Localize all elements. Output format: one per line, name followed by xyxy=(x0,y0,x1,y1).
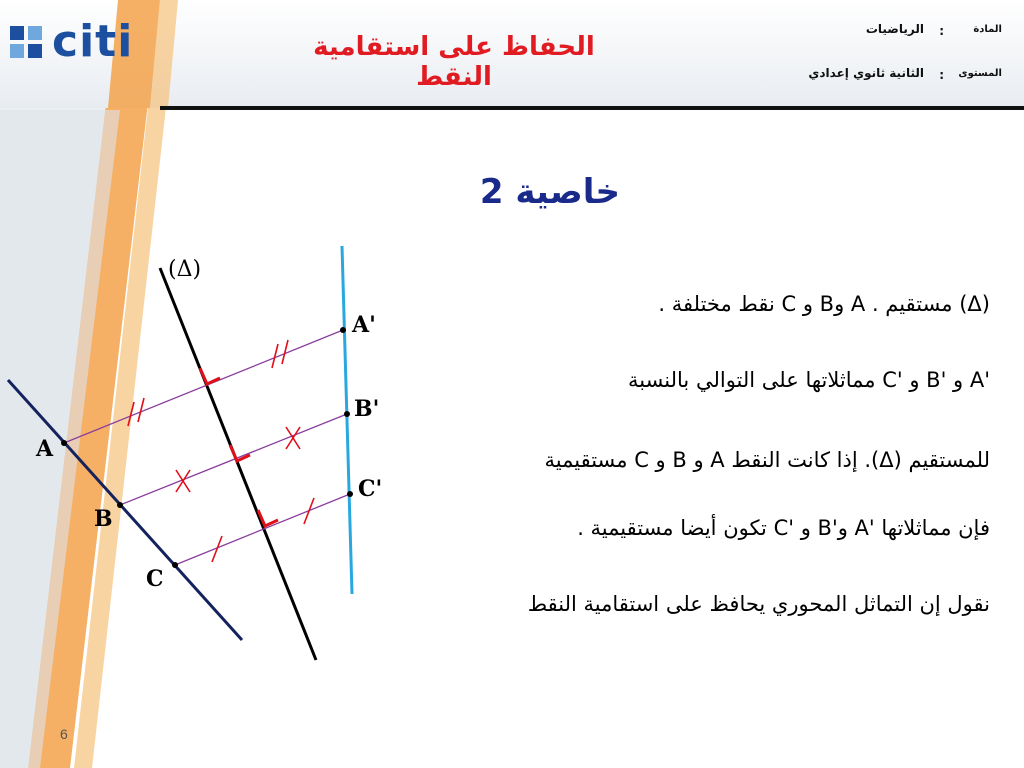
body-line-1: (Δ) مستقيم . A وB و C نقط مختلفة . xyxy=(658,292,990,316)
body-line-5: نقول إن التماثل المحوري يحافظ على استقامية النقط xyxy=(527,592,990,616)
body-line-4: فإن مماثلاتها 'A و'B و 'C تكون أيضا مستقيمية . xyxy=(577,516,990,540)
subject-value: الرياضيات xyxy=(865,22,924,36)
subject-label: المادة xyxy=(973,24,1002,35)
section-title: خاصية 2 xyxy=(479,172,621,212)
label-c-prime: C' xyxy=(358,476,383,502)
line-images xyxy=(342,246,352,594)
axis-label: (Δ) xyxy=(168,257,202,282)
axis-delta xyxy=(160,268,316,660)
label-a-prime: A' xyxy=(352,312,376,338)
point-b xyxy=(117,502,123,508)
label-a: A xyxy=(36,436,54,462)
segment-aa xyxy=(64,330,343,443)
point-b-prime xyxy=(344,411,350,417)
level-value: الثانية ثانوي إعدادي xyxy=(808,66,924,80)
line-abc xyxy=(8,380,242,640)
page-title: الحفاظ على استقامية النقط xyxy=(313,32,595,92)
label-b: B xyxy=(94,506,113,532)
body-line-2: 'A و 'B و 'C مماثلاتها على التوالي بالنسبة xyxy=(627,368,990,392)
level-label: المستوى xyxy=(958,68,1002,79)
label-b-prime: B' xyxy=(354,396,380,422)
segment-bb xyxy=(120,414,347,505)
point-a-prime xyxy=(340,327,346,333)
segment-cc xyxy=(175,494,350,565)
point-c xyxy=(172,562,178,568)
body-line-3: للمستقيم (Δ). إذا كانت النقط A و B و C مستقيمية xyxy=(544,448,990,472)
level-separator: : xyxy=(939,68,944,82)
logo-text: citi xyxy=(52,16,134,67)
page-number: 6 xyxy=(60,726,68,742)
subject-separator: : xyxy=(939,24,944,38)
point-c-prime xyxy=(347,491,353,497)
label-c: C xyxy=(146,566,164,592)
point-a xyxy=(61,440,67,446)
